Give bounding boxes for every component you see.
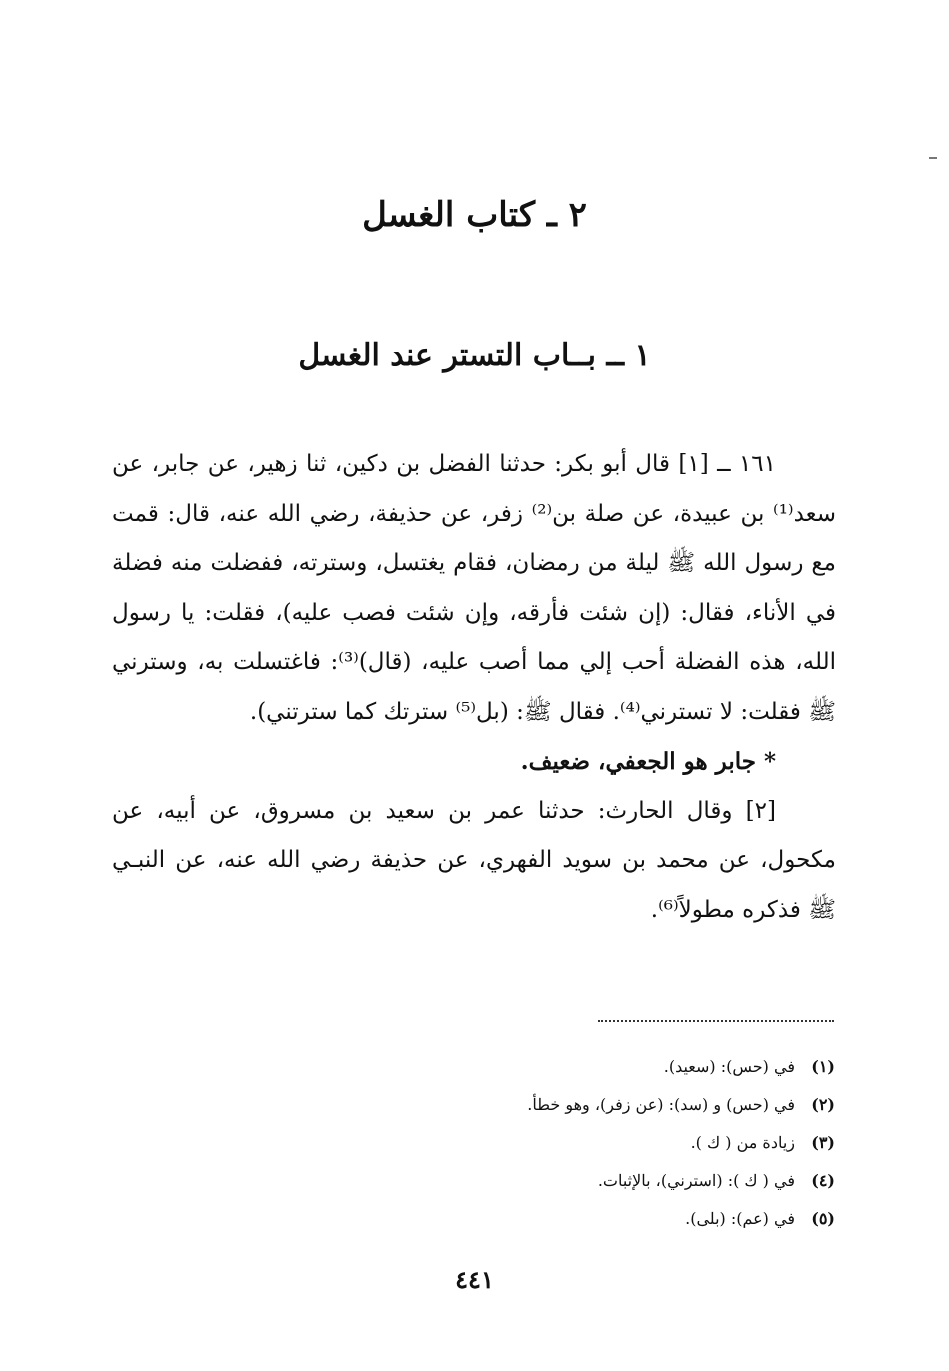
footnote-text: في (حس): (سعيد). [663, 1057, 795, 1076]
footnote-text: في ( ك ): (استرني)، بالإثبات. [597, 1171, 795, 1190]
hadith-2-paragraph: [٢] وقال الحارث: حدثنا عمر بن سعيد بن مسروق، عن أبيه، عن مكحول، عن محمد بن سويد الفهري، عن حذيفة رضي الله عنه، عن النبـي ﷺ فذكره مطولاً⁽⁶⁾. [112, 797, 836, 923]
footnote-number: (١) [811, 1057, 835, 1076]
footnote-item [235, 1200, 835, 1238]
hadith-161-paragraph: ١٦١ ــ [١] قال أبو بكر: حدثنا الفضل بن دكين، ثنا زهير، عن جابر، عن سعد⁽¹⁾ بن عبيدة، عن صلة بن⁽²⁾ زفر، عن حذيفة، رضي الله عنه، قال: قمت مع رسول الله ﷺ ليلة من رمضان، فقام يغتسل، وسترته، ففضلت منه فضلة في الأناء، فقال: (إن شئت فأرقه، وإن شئت فصب عليه)، فقلت: يا رسول الله، هذه الفضلة أحب إلي مما أصب عليه، (قال)⁽³⁾: فاغتسلت به، وسترني ﷺ فقلت: لا تسترني⁽⁴⁾. فقال ﷺ: (بل⁽⁵⁾ سترتك كما سترتني). [112, 451, 837, 725]
footnote-item [235, 1162, 835, 1200]
footnote-item [235, 1048, 835, 1086]
footnote-separator [598, 1020, 834, 1030]
page-number: ٤٤١ [455, 1265, 494, 1294]
footnote-text: زيادة من ( ك ). [690, 1133, 795, 1152]
footnotes [235, 1048, 835, 1238]
footnote-item [235, 1086, 835, 1124]
chapter-title: ١ ــ بــاب التستر عند الغسل [298, 338, 651, 373]
grading-note: * جابر هو الجعفي، ضعيف. [520, 748, 776, 775]
edge-mark [929, 157, 937, 159]
footnote-number: (٥) [811, 1209, 835, 1228]
footnote-number: (٤) [811, 1171, 835, 1190]
book-title: ٢ ـ كتاب الغسل [362, 195, 587, 235]
footnote-number: (٢) [811, 1095, 835, 1114]
footnote-number: (٣) [811, 1133, 835, 1152]
footnote-item [235, 1124, 835, 1162]
footnote-text: في (حس) و (سد): (عن زفر)، وهو خطأ. [527, 1095, 795, 1114]
main-text [112, 440, 836, 935]
footnote-text: في (عم): (بلى). [685, 1209, 795, 1228]
